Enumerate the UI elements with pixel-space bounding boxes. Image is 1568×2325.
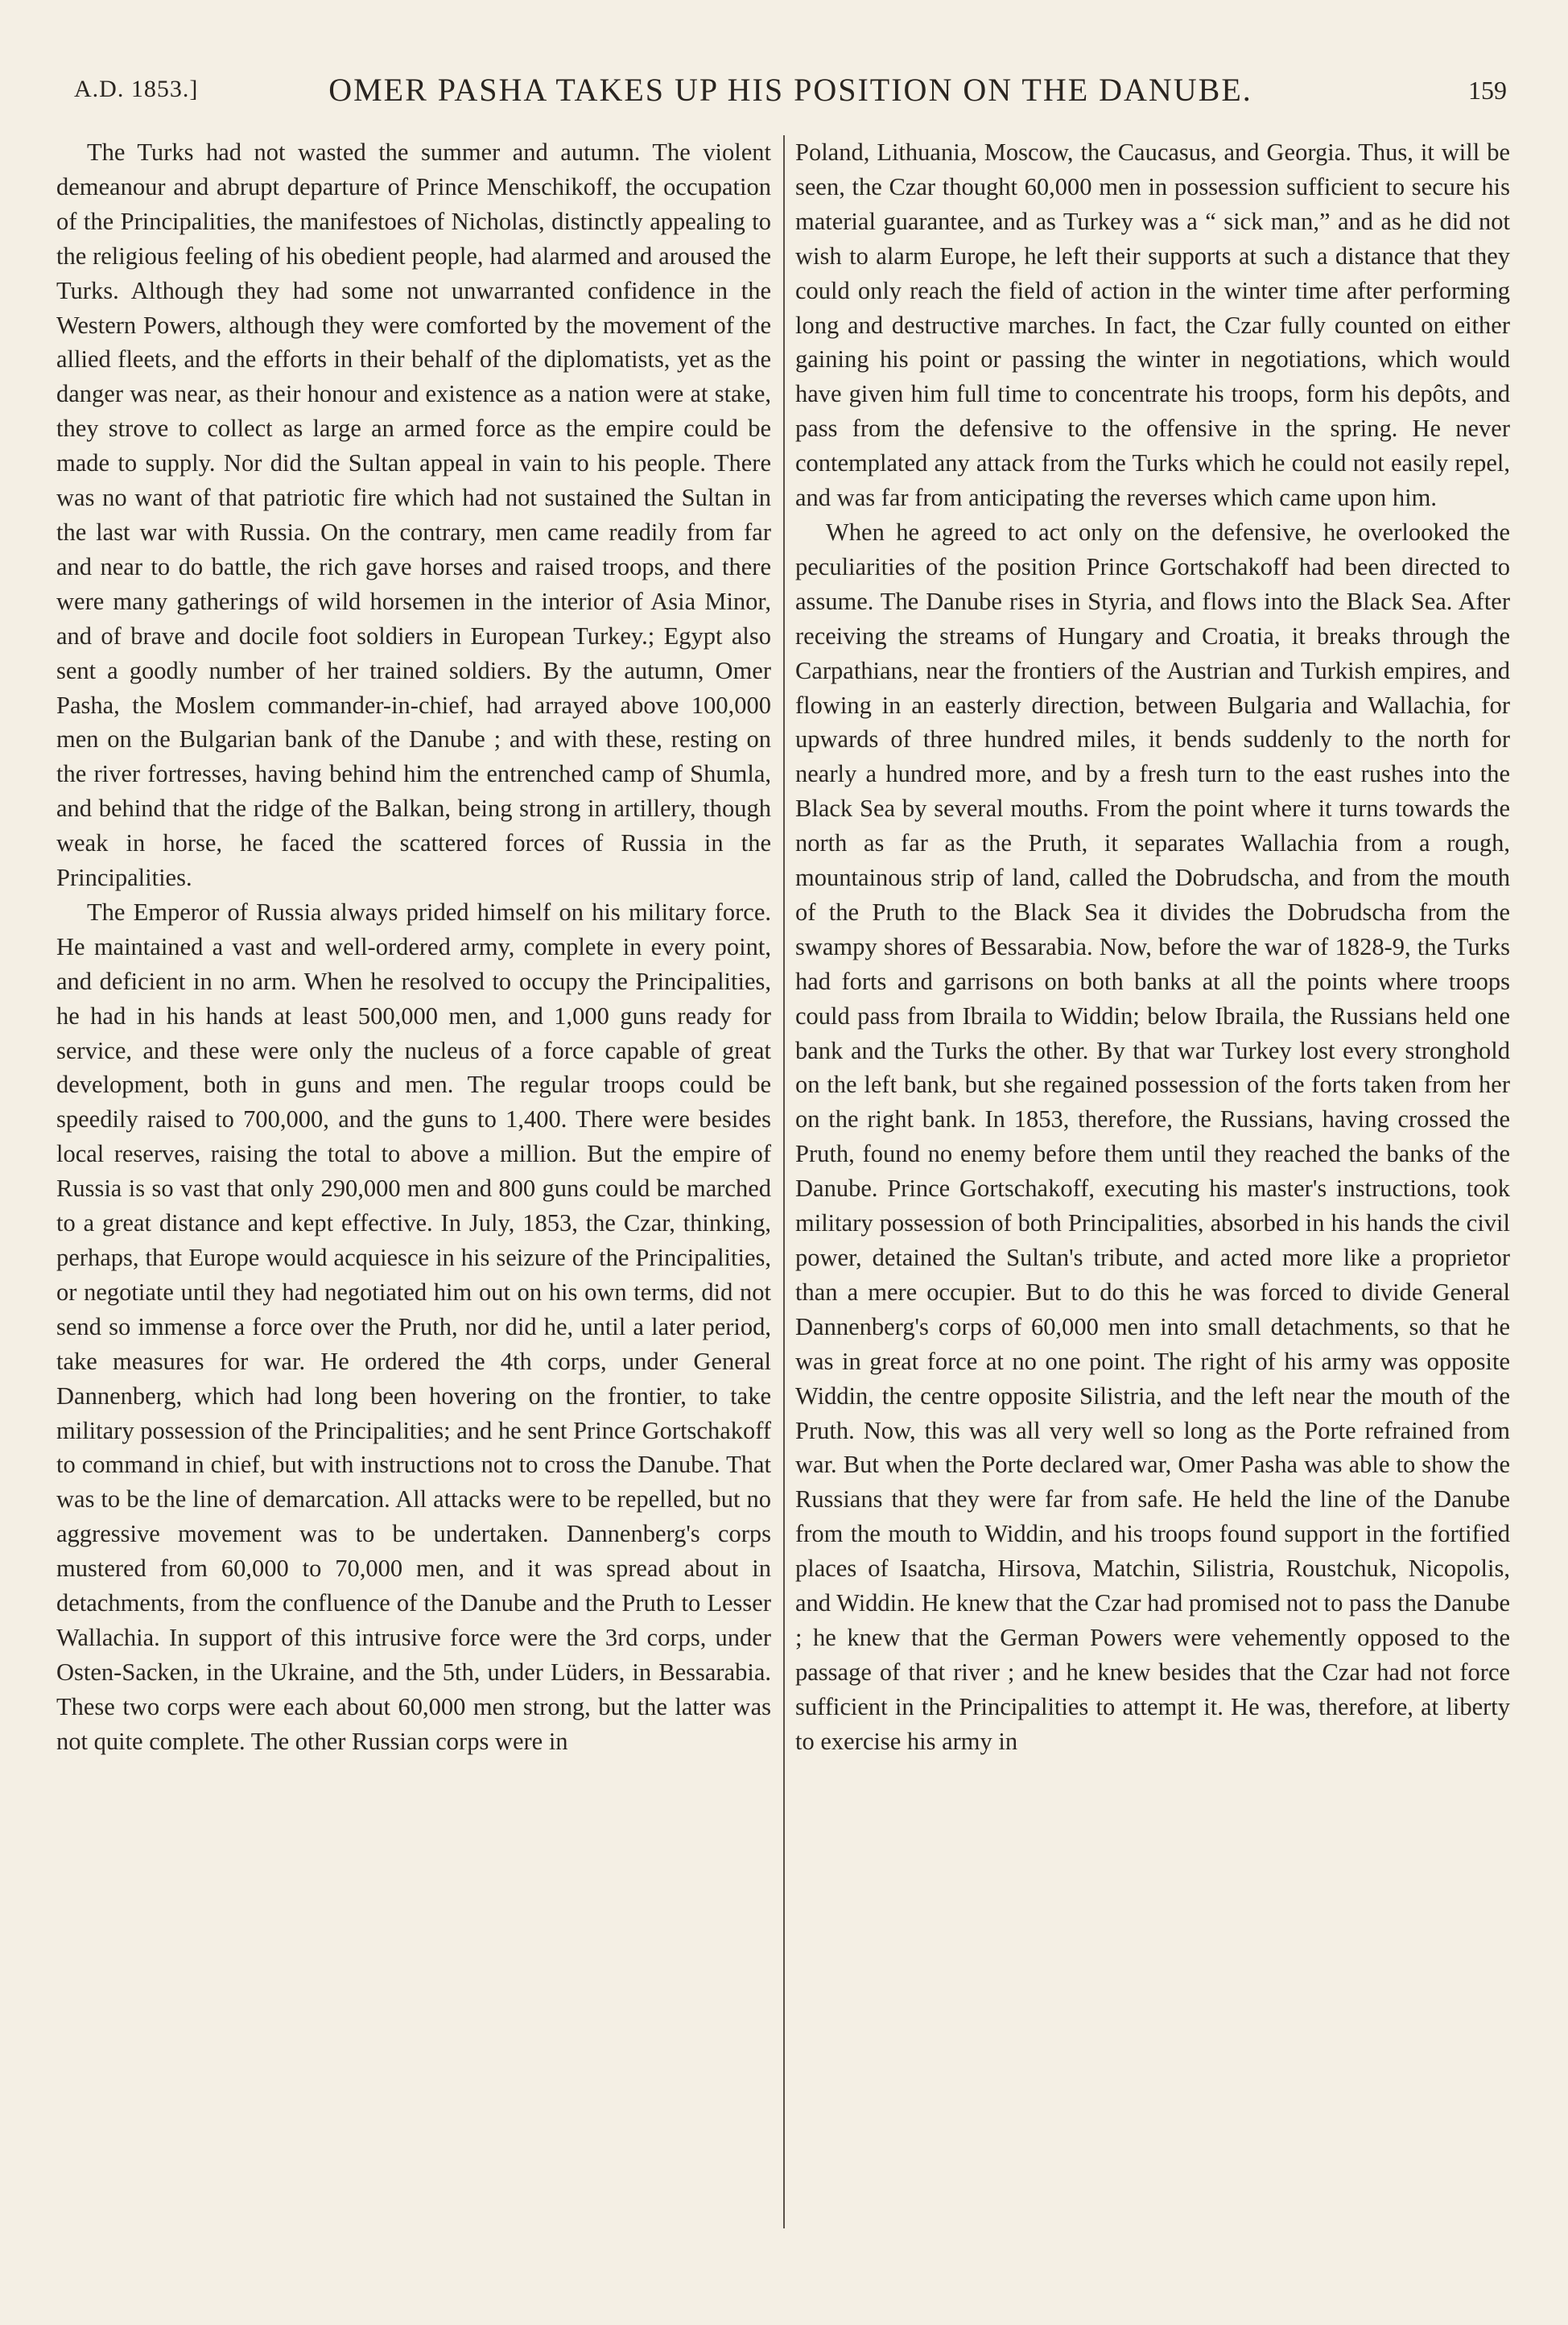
column-divider (783, 135, 785, 2228)
paragraph: The Emperor of Russia always prided himself on his military force. He maintained a vast and well-ordered army, complete in every point, and deficient in no arm. When he resolved to occupy the Principalities, he had in his hands at least 500,000 men, and 1,000 guns ready for service, and these were only the nucleus of a force capable of great development, both in guns and men. The regular troops could be speedily raised to 700,000, and the guns to 1,400. There were besides local reserves, raising the total to above a million. But the empire of Russia is so vast that only 290,000 men and 800 guns could be marched to a great distance and kept effective. In July, 1853, the Czar, thinking, perhaps, that Europe would acquiesce in his seizure of the Principalities, or negotiate until they had negotiated him out on his own terms, did not send so immense a force over the Pruth, nor did he, until a later period, take measures for war. He ordered the 4th corps, under General Dannenberg, which had long been hovering on the frontier, to take military possession of the Principalities; and he sent Prince Gortschakoff to command in chief, but with instructions not to cross the Danube. That was to be the line of demarcation. All attacks were to be repelled, but no aggressive movement was to be undertaken. Dannenberg's corps mustered from 60,000 to 70,000 men, and it was spread about in detachments, from the confluence of the Danube and the Pruth to Lesser Wallachia. In support of this intrusive force were the 3rd corps, under Osten-Sacken, in the Ukraine, and the 5th, under Lüders, in Bessarabia. These two corps were each about 60,000 men strong, but the latter was not quite complete. The other Russian corps were in (56, 898, 771, 1755)
left-column (56, 135, 771, 1759)
right-column (795, 135, 1510, 1759)
paragraph: The Turks had not wasted the summer and autumn. The violent demeanour and abrupt departure of Prince Menschikoff, the occupation of the Principalities, the manifestoes of Nicholas, distinctly appealing to the religious feeling of his obedient people, had alarmed and aroused the Turks. Although they had some not unwarranted confidence in the Western Powers, although they were comforted by the movement of the allied fleets, and the efforts in their behalf of the diplomatists, yet as the danger was near, as their honour and existence as a nation were at stake, they strove to collect as large an armed force as the empire could be made to supply. Nor did the Sultan appeal in vain to his people. There was no want of that patriotic fire which had not sustained the Sultan in the last war with Russia. On the contrary, men came readily from far and near to do battle, the rich gave horses and raised troops, and there were many gatherings of wild horsemen in the interior of Asia Minor, and of brave and docile foot soldiers in European Turkey.; Egypt also sent a goodly number of her trained soldiers. By the autumn, Omer Pasha, the Moslem commander-in-chief, had arrayed above 100,000 men on the Bulgarian bank of the Danube ; and with these, resting on the river fortresses, having behind him the entrenched camp of Shumla, and behind that the ridge of the Balkan, being strong in artillery, though weak in horse, he faced the scattered forces of Russia in the Principalities. (56, 138, 771, 892)
paragraph: Poland, Lithuania, Moscow, the Caucasus, and Georgia. Thus, it will be seen, the Czar thought 60,000 men in possession sufficient to secure his material guarantee, and as Turkey was a “ sick man,” and as he did not wish to alarm Europe, he left their supports at such a distance that they could only reach the field of action in the winter time after performing long and destructive marches. In fact, the Czar fully counted on either gaining his point or passing the winter in negotiations, which would have given him full time to concentrate his troops, form his depôts, and pass from the defensive to the offensive in the spring. He never contemplated any attack from the Turks which he could not easily repel, and was far from anticipating the reverses which came upon him. (795, 138, 1510, 512)
running-header (74, 71, 1507, 113)
header-date: A.D. 1853.] (74, 76, 199, 102)
page-title: OMER PASHA TAKES UP HIS POSITION ON THE DANUBE. (328, 72, 1252, 108)
paragraph: When he agreed to act only on the defensive, he overlooked the peculiarities of the position Prince Gortschakoff had been directed to assume. The Danube rises in Styria, and flows into the Black Sea. After receiving the streams of Hungary and Croatia, it breaks through the Carpathians, near the frontiers of the Austrian and Turkish empires, and flowing in an easterly direction, between Bulgaria and Wallachia, for upwards of three hundred miles, it bends suddenly to the north for nearly a hundred more, and by a fresh turn to the east rushes into the Black Sea by several mouths. From the point where it turns towards the north as far as the Pruth, it separates Wallachia from a rough, mountainous strip of land, called the Dobrudscha, and from the mouth of the Pruth to the Black Sea it divides the Dobrudscha from the swampy shores of Bessarabia. Now, before the war of 1828-9, the Turks had forts and garrisons on both banks at all the points where troops could pass from Ibraila to Widdin; below Ibraila, the Russians held one bank and the Turks the other. By that war Turkey lost every stronghold on the left bank, but she regained possession of the forts taken from her on the right bank. In 1853, therefore, the Russians, having crossed the Pruth, found no enemy before them until they reached the banks of the Danube. Prince Gortschakoff, executing his master's instructions, took military possession of both Principalities, absorbed in his hands the civil power, detained the Sultan's tribute, and acted more like a proprietor than a mere occupier. But to do this he was forced to divide General Dannenberg's corps of 60,000 men into small detachments, so that he was in great force at no one point. The right of his army was opposite Widdin, the centre opposite Silistria, and the left near the mouth of the Pruth. Now, this was all very well so long as the Porte refrained from war. But when the Porte declared war, Omer Pasha was able to show the Russians that they were far from safe. He held the line of the Danube from the mouth to Widdin, and his troops found support in the fortified places of Isaatcha, Hirsova, Matchin, Silistria, Roustchuk, Nicopolis, and Widdin. He knew that the Czar had promised not to pass the Danube ; he knew that the German Powers were vehemently opposed to the passage of that river ; and he knew besides that the Czar had not force sufficient in the Principalities to attempt it. He was, therefore, at liberty to exercise his army in (795, 518, 1510, 1755)
page-number: 159 (1468, 76, 1507, 105)
